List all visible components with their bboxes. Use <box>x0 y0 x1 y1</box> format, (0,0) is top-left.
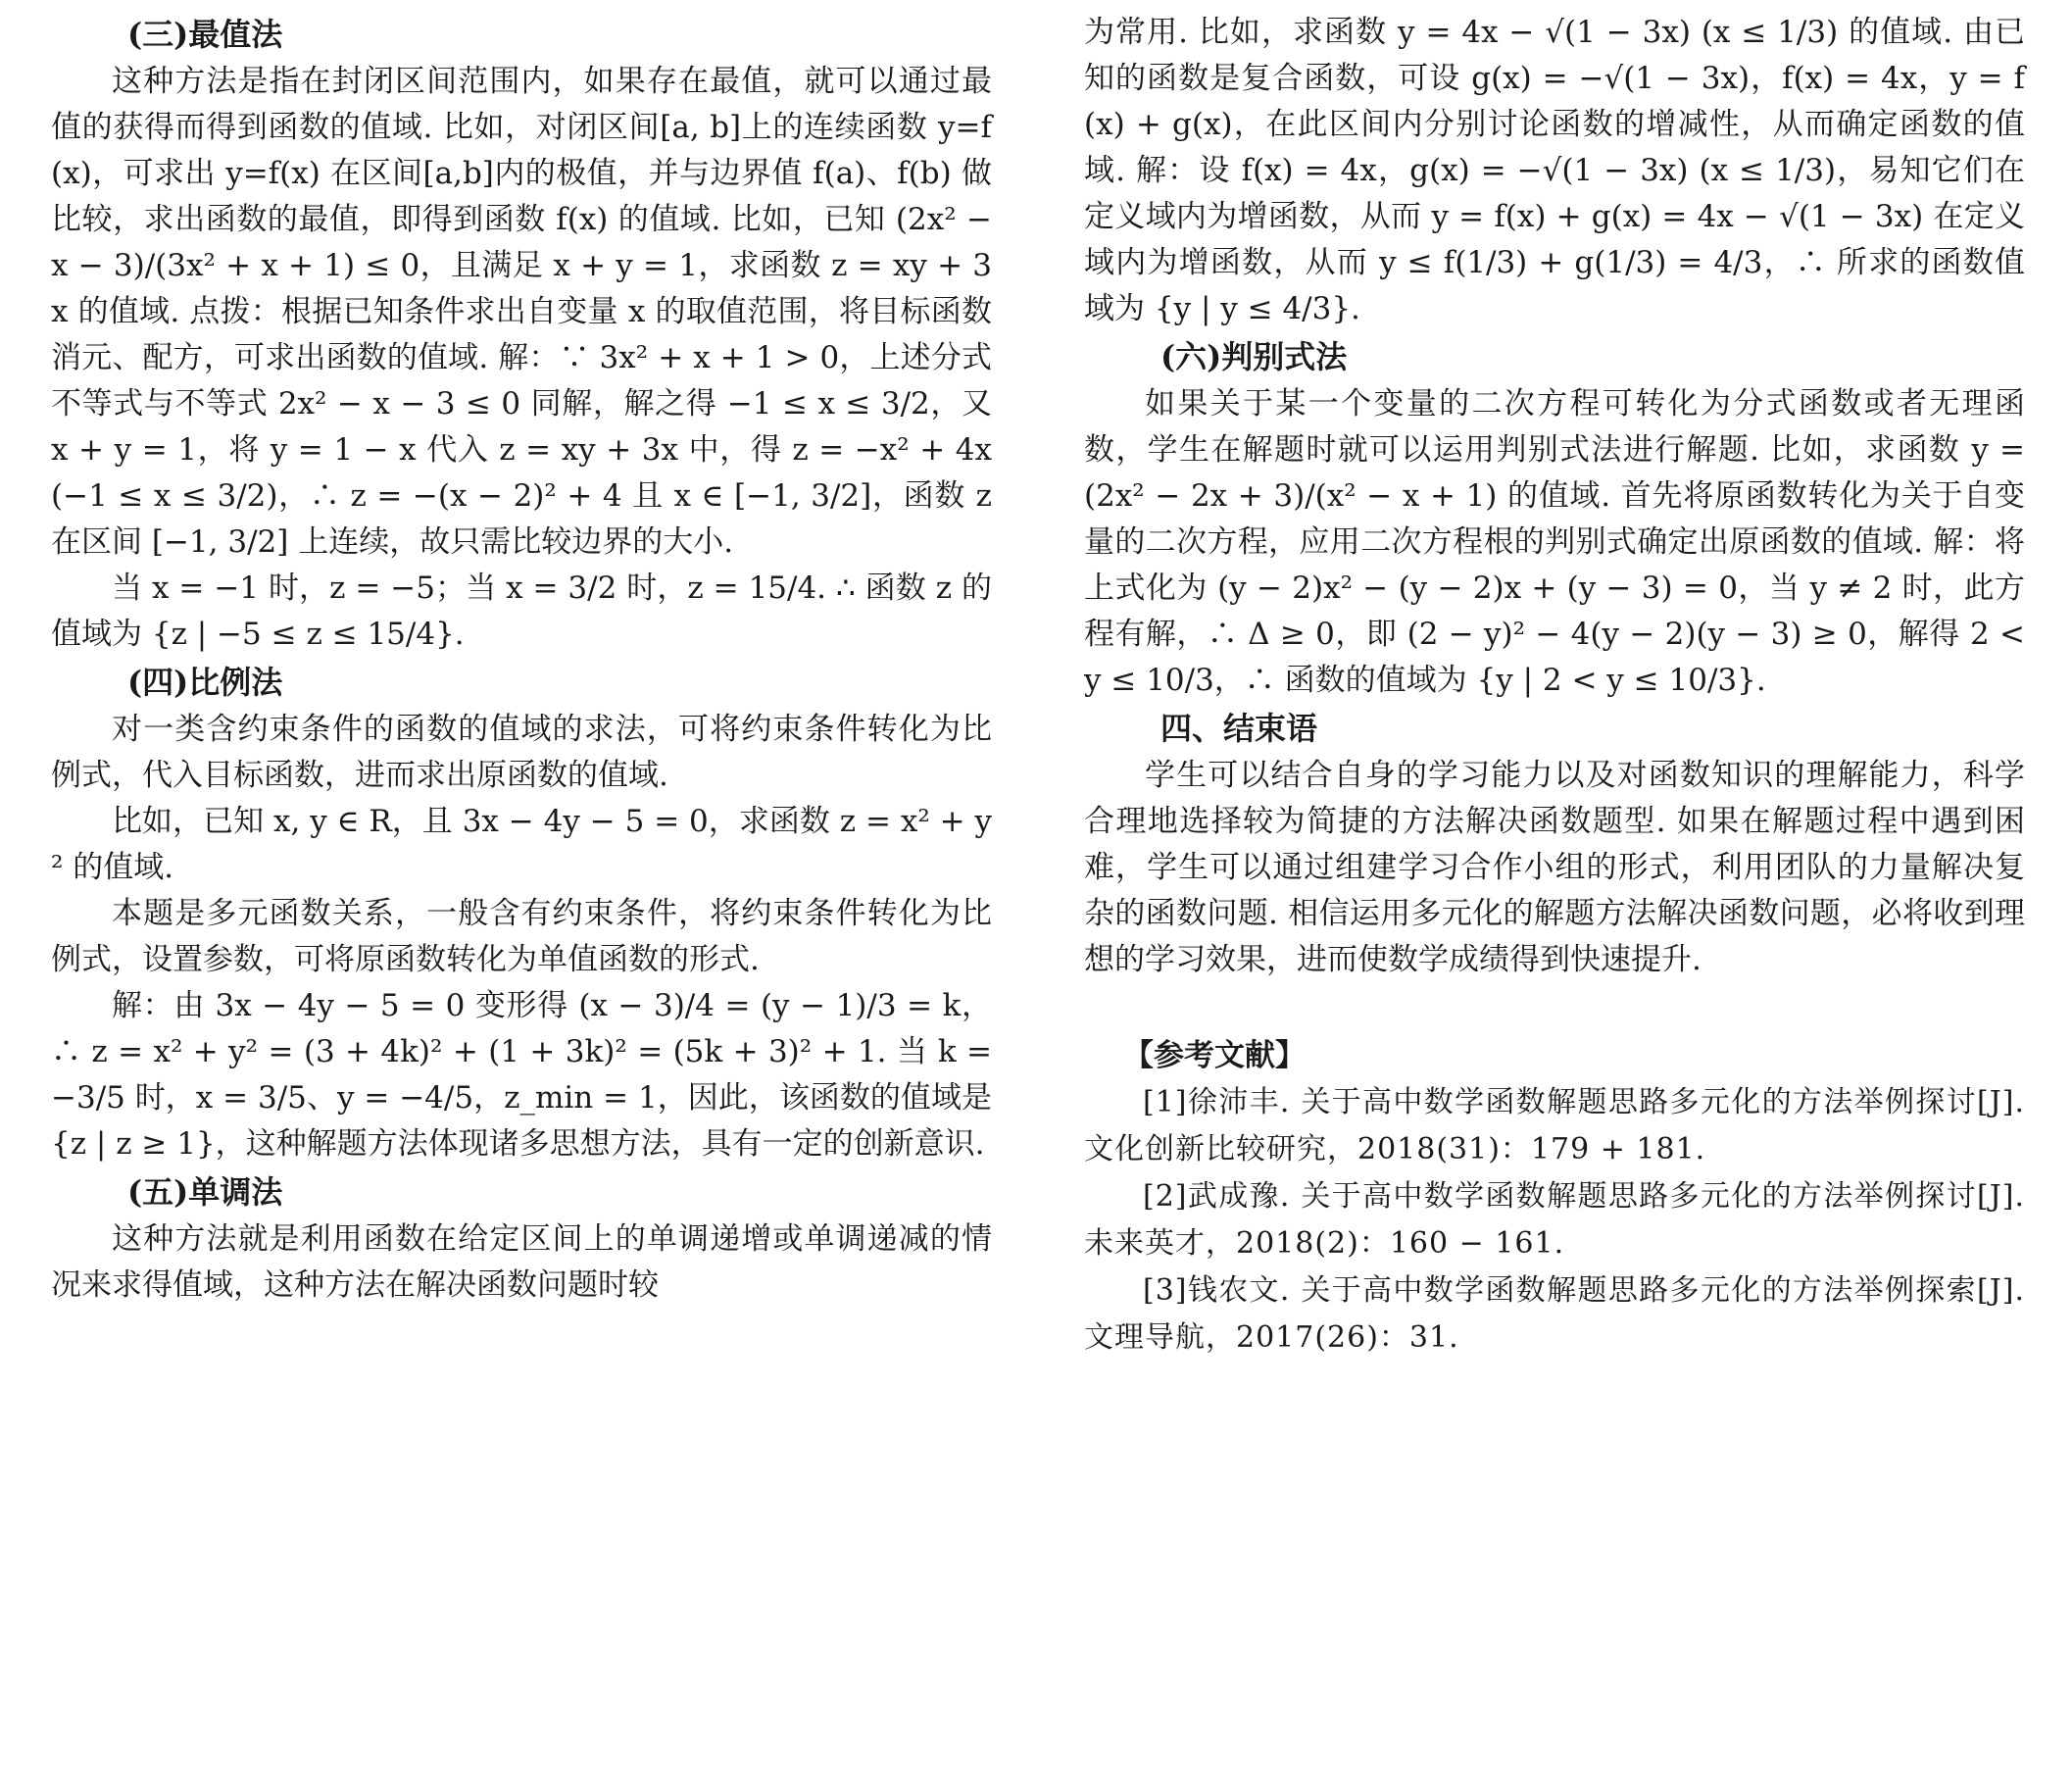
left-column <box>51 10 992 1309</box>
paragraph-ratio-intro: 对一类含约束条件的函数的值域的求法，可将约束条件转化为比例式，代入目标函数，进而求出原函数的值域. <box>51 712 992 793</box>
section-heading-conclusion: 四、结束语 <box>1160 710 1318 747</box>
paragraph-monotonic-continued: 为常用. 比如，求函数 y = 4x − √(1 − 3x) (x ≤ 1/3) 的值域. 由已知的函数是复合函数，可设 g(x) = −√(1 − 3x)，f(x) = 4x，y = f(x) + g(x)，在此区间内分别讨论函数的增减性，从而确定函数的值域. 解：设 f(x) = 4x，g(x) = −√(1 − 3x) (x ≤ 1/3)，易知它们在定义域内为增函数，从而 y = f(x) + g(x) = 4x − √(1 − 3x) 在定义域内为增函数，从而 y ≤ f(1/3) + g(1/3) = 4/3，∴ 所求的函数值域为 {y | y ≤ 4/3}. <box>1084 15 2025 326</box>
right-column <box>1084 10 2025 1362</box>
paragraph-ratio-example: 比如，已知 x, y ∈ R，且 3x − 4y − 5 = 0，求函数 z = x² + y² 的值域. <box>51 804 992 885</box>
paragraph-monotonic-intro: 这种方法就是利用函数在给定区间上的单调递增或单调递减的情况来求得值域，这种方法在解决函数问题时较 <box>51 1221 992 1303</box>
section-heading-discriminant: (六)判别式法 <box>1160 338 1348 375</box>
paragraph-extremum-intro: 这种方法是指在封闭区间范围内，如果存在最值，就可以通过最值的获得而得到函数的值域. 比如，对闭区间[a, b]上的连续函数 y=f(x)，可求出 y=f(x) 在区间[a,b]内的极值，并与边界值 f(a)、f(b) 做比较，求出函数的最值，即得到函数 f(x) 的值域. 比如，已知 (2x² − x − 3)/(3x² + x + 1) ≤ 0，且满足 x + y = 1，求函数 z = xy + 3x 的值域. 点拨：根据已知条件求出自变量 x 的取值范围，将目标函数消元、配方，可求出函数的值域. 解：∵ 3x² + x + 1 > 0，上述分式不等式与不等式 2x² − x − 3 ≤ 0 同解，解之得 −1 ≤ x ≤ 3/2，又 x + y = 1，将 y = 1 − x 代入 z = xy + 3x 中，得 z = −x² + 4x (−1 ≤ x ≤ 3/2)，∴ z = −(x − 2)² + 4 且 x ∈ [−1, 3/2]，函数 z 在区间 [−1, 3/2] 上连续，故只需比较边界的大小. <box>51 64 992 560</box>
paragraph-ratio-solution: 解：由 3x − 4y − 5 = 0 变形得 (x − 3)/4 = (y − 1)/3 = k，∴ z = x² + y² = (3 + 4k)² + (1 + 3k)² = (5k + 3)² + 1. 当 k = −3/5 时，x = 3/5、y = −4/5，z_min = 1，因此，该函数的值域是 {z | z ≥ 1}，这种解题方法体现诸多思想方法，具有一定的创新意识. <box>51 988 992 1162</box>
paragraph-ratio-analysis: 本题是多元函数关系，一般含有约束条件，将约束条件转化为比例式，设置参数，可将原函数转化为单值函数的形式. <box>51 896 992 977</box>
paragraph-discriminant: 如果关于某一个变量的二次方程可转化为分式函数或者无理函数，学生在解题时就可以运用判别式法进行解题. 比如，求函数 y = (2x² − 2x + 3)/(x² − x + 1) 的值域. 首先将原函数转化为关于自变量的二次方程，应用二次方程根的判别式确定出原函数的值域. 解：将上式化为 (y − 2)x² − (y − 2)x + (y − 3) = 0，当 y ≠ 2 时，此方程有解，∴ Δ ≥ 0，即 (2 − y)² − 4(y − 2)(y − 3) ≥ 0，解得 2 < y ≤ 10/3，∴ 函数的值域为 {y | 2 < y ≤ 10/3}. <box>1084 386 2025 698</box>
paragraph-conclusion: 学生可以结合自身的学习能力以及对函数知识的理解能力，科学合理地选择较为简捷的方法解决函数题型. 如果在解题过程中遇到困难，学生可以通过组建学习合作小组的形式，利用团队的力量解决复杂的函数问题. 相信运用多元化的解题方法解决函数问题，必将收到理想的学习效果，进而使数学成绩得到快速提升. <box>1084 758 2025 977</box>
reference-item: [2]武成豫. 关于高中数学函数解题思路多元化的方法举例探讨[J]. 未来英才，2018(2)：160 − 161. <box>1084 1179 2025 1261</box>
reference-item: [3]钱农文. 关于高中数学函数解题思路多元化的方法举例探索[J]. 文理导航，2017(26)：31. <box>1084 1273 2025 1355</box>
references-heading: 【参考文献】 <box>1123 1038 1306 1073</box>
section-heading-ratio: (四)比例法 <box>127 664 283 701</box>
section-heading-monotonic: (五)单调法 <box>127 1173 283 1211</box>
reference-item: [1]徐沛丰. 关于高中数学函数解题思路多元化的方法举例探讨[J]. 文化创新比较研究，2018(31)：179 + 181. <box>1084 1085 2025 1166</box>
section-heading-extremum: (三)最值法 <box>127 16 283 53</box>
paragraph-extremum-case: 当 x = −1 时，z = −5；当 x = 3/2 时，z = 15/4. ∴ 函数 z 的值域为 {z | −5 ≤ z ≤ 15/4}. <box>51 571 992 652</box>
